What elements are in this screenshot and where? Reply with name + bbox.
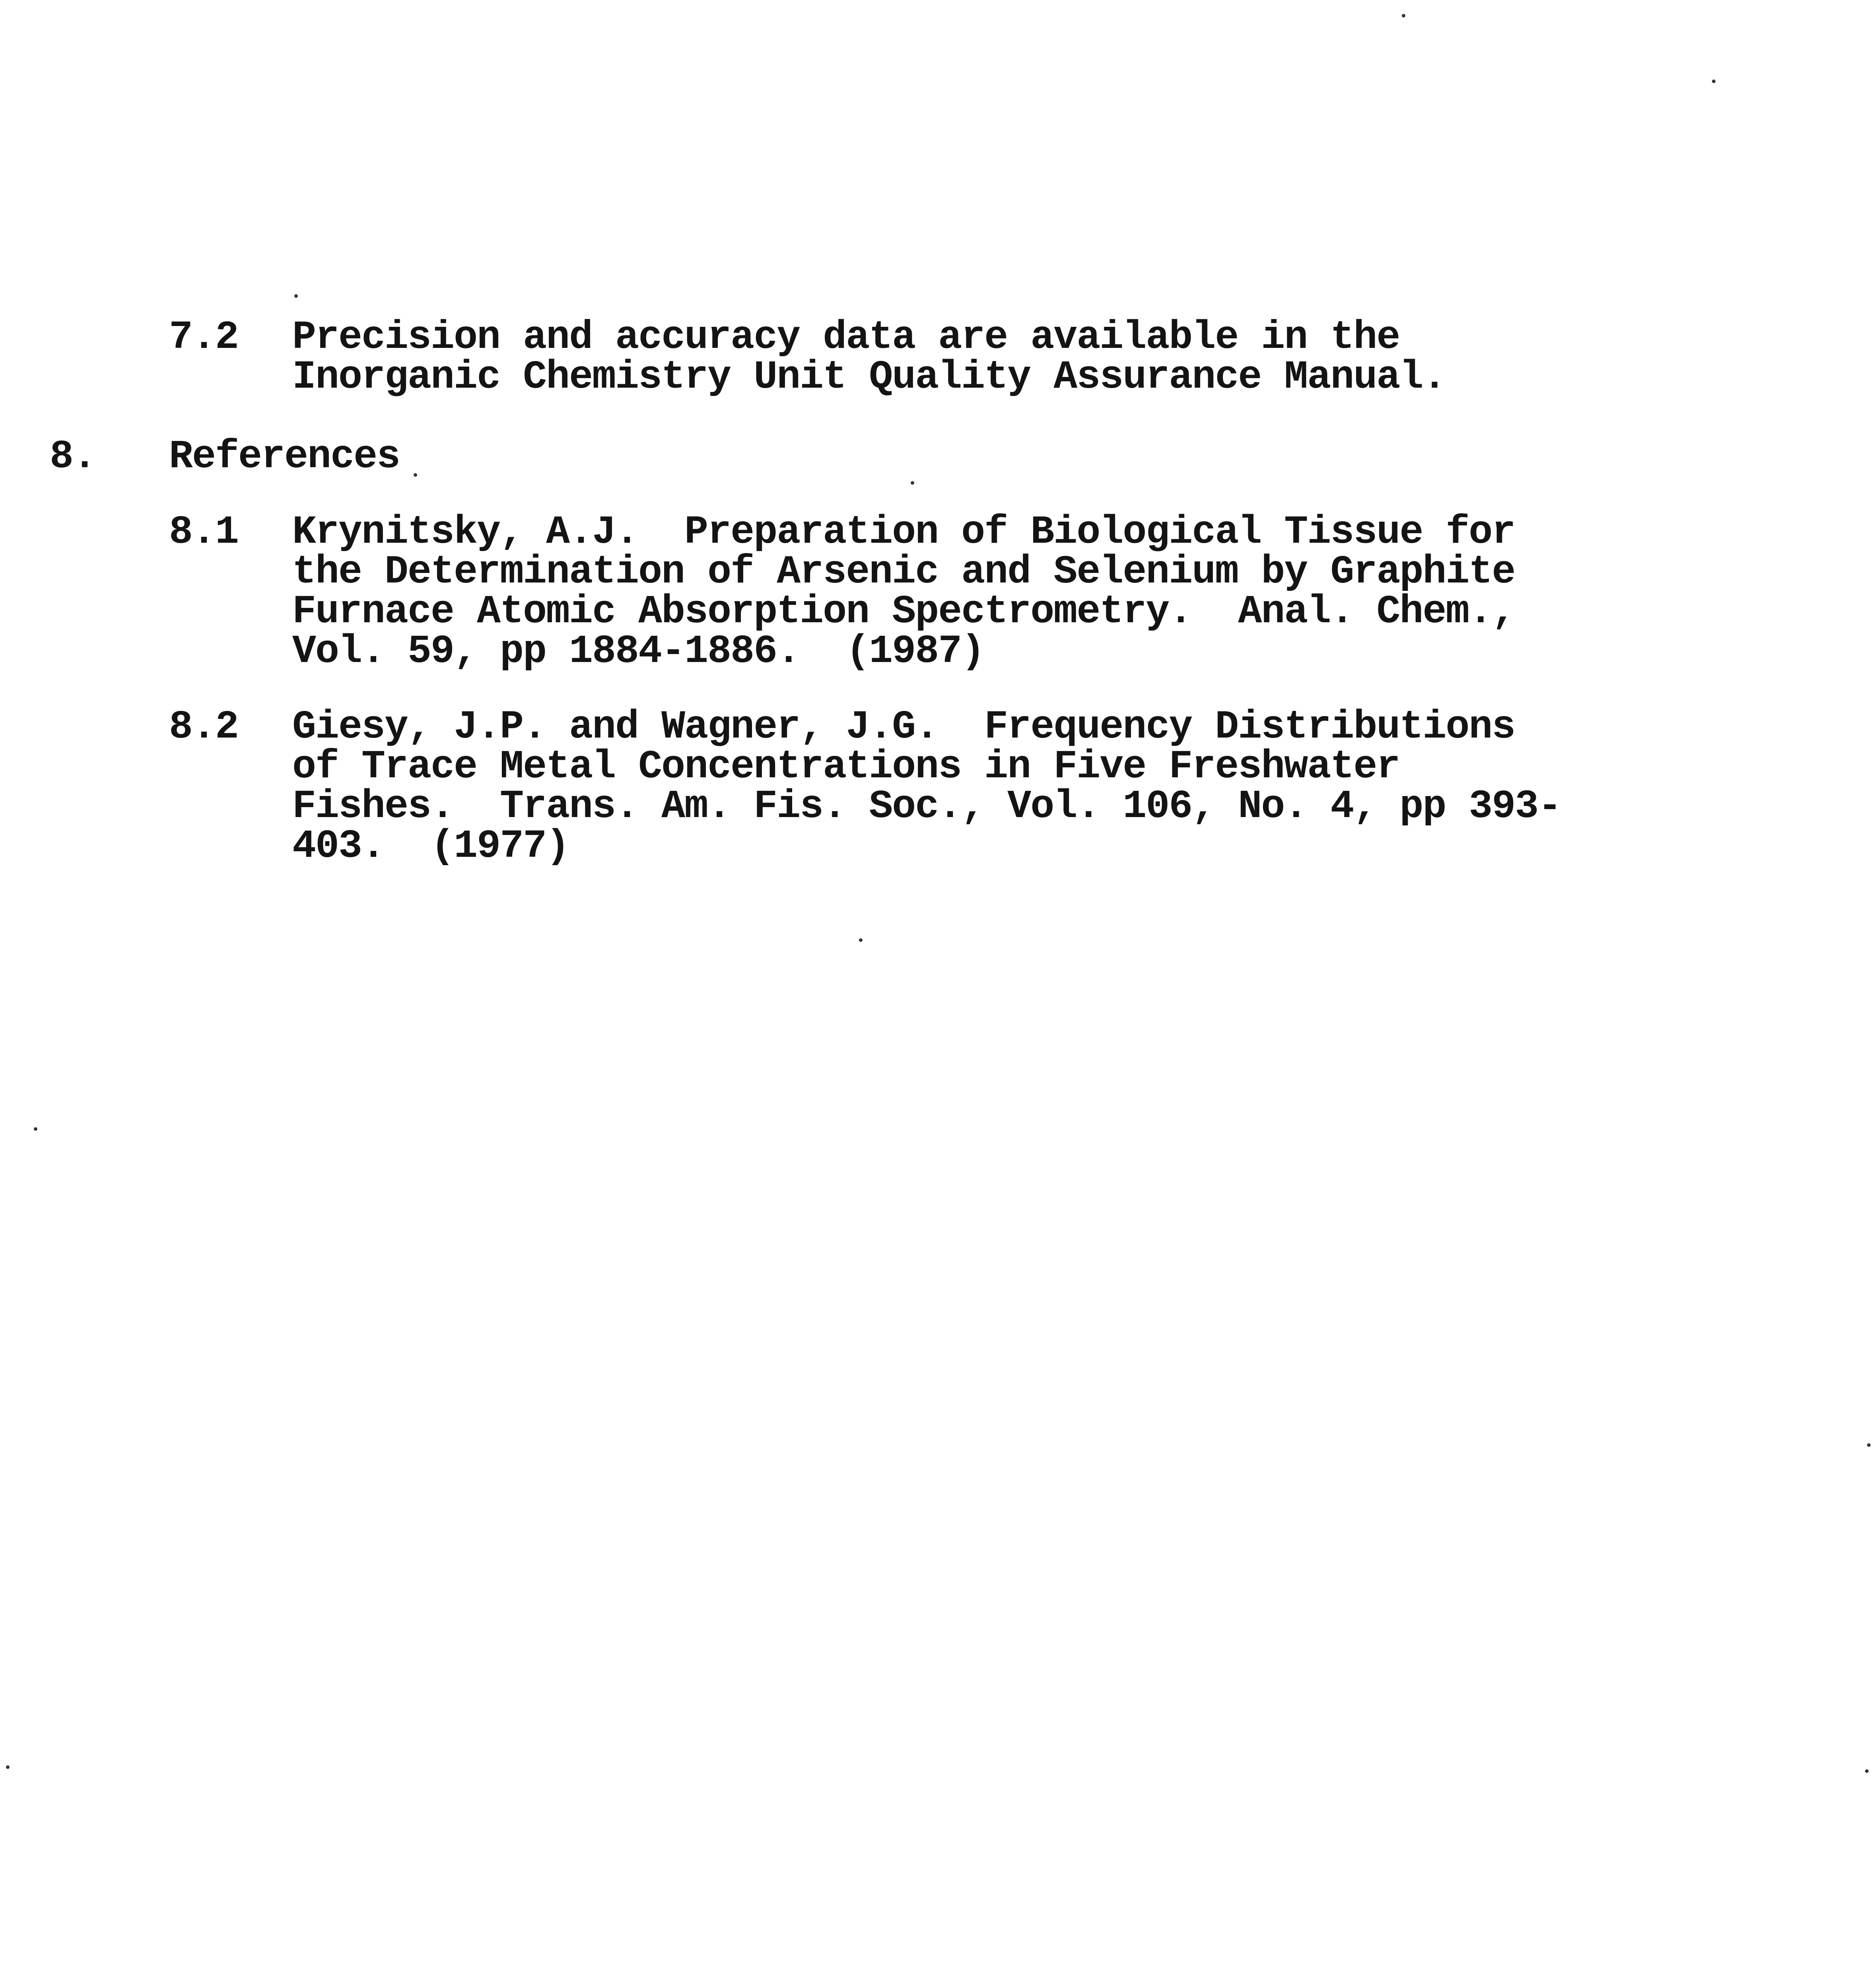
reference-8-2-line-1: Giesy, J.P. and Wagner, J.G. Frequency Distributions — [292, 705, 1515, 750]
scan-speck — [414, 473, 417, 477]
reference-8-1-line-2: the Determination of Arsenic and Selenium by Graphite — [292, 550, 1515, 595]
reference-8-2-line-4: 403. (1977) — [292, 824, 569, 869]
reference-8-2-line-2: of Trace Metal Concentrations in Five Freshwater — [292, 745, 1400, 790]
scan-speck — [294, 294, 298, 298]
scan-speck — [1402, 14, 1405, 17]
section-7-2-line-2: Inorganic Chemistry Unit Quality Assurance Manual. — [292, 355, 1446, 400]
section-7-2-line-1: Precision and accuracy data are available in the — [292, 315, 1400, 360]
scan-speck — [6, 1765, 10, 1769]
reference-8-1-line-1: Krynitsky, A.J. Preparation of Biological Tissue for — [292, 510, 1515, 555]
scan-speck — [1867, 1443, 1871, 1447]
scan-speck — [1712, 80, 1716, 83]
reference-8-1-line-4: Vol. 59, pp 1884-1886. (1987) — [292, 629, 985, 674]
section-7-2-number: 7.2 — [169, 315, 239, 360]
scan-speck — [34, 1127, 37, 1131]
scan-speck — [911, 481, 914, 485]
reference-8-1-number: 8.1 — [169, 510, 239, 555]
scan-speck — [859, 938, 863, 942]
section-8-number: 8. — [50, 435, 96, 480]
reference-8-2-line-3: Fishes. Trans. Am. Fis. Soc., Vol. 106, No. 4, pp 393- — [292, 784, 1561, 829]
section-8-title: References — [169, 435, 400, 480]
scan-speck — [1865, 1769, 1869, 1773]
reference-8-2-number: 8.2 — [169, 705, 239, 750]
reference-8-1-line-3: Furnace Atomic Absorption Spectrometry. Anal. Chem., — [292, 590, 1515, 635]
